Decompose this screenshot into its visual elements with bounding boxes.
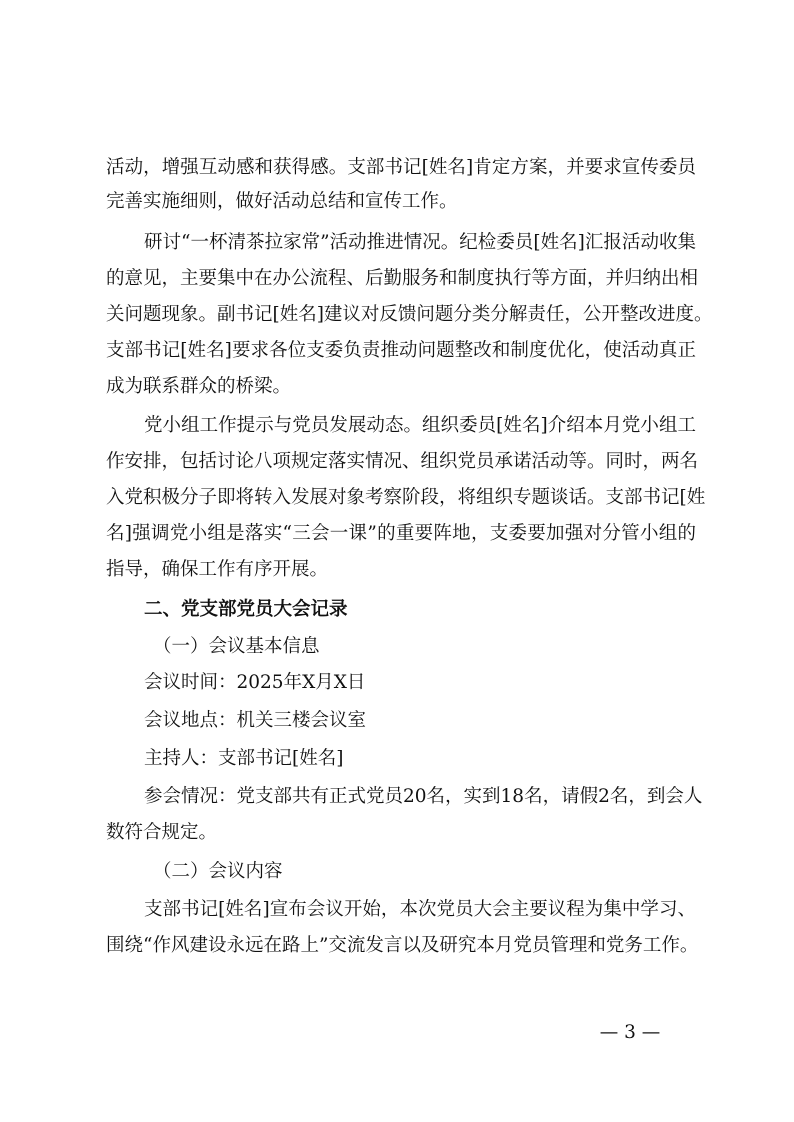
paragraph-line: 围绕“作风建设永远在路上”交流发言以及研究本月党员管理和党务工作。 [106,935,699,956]
paragraph-line: 支部书记[姓名]要求各位支委负责推动问题整改和制度优化，使活动真正 [106,340,696,361]
paragraph-line: 党小组工作提示与党员发展动态。组织委员[姓名]介绍本月党小组工 [144,415,696,436]
meeting-time: 会议时间：2025年X月X日 [144,672,366,693]
paragraph-line: 指导，确保工作有序开展。 [106,559,329,580]
paragraph-line: 的意见，主要集中在办公流程、后勤服务和制度执行等方面，并归纳出相 [106,268,699,289]
section-heading: 二、党支部党员大会记录 [144,599,348,620]
paragraph-line: 作安排，包括讨论八项规定落实情况、组织党员承诺活动等。同时，两名 [106,451,699,472]
meeting-host: 主持人：支部书记[姓名] [144,748,344,769]
meeting-location: 会议地点：机关三楼会议室 [144,710,367,731]
subsection-heading: （二）会议内容 [153,861,283,882]
paragraph-line: 完善实施细则，做好活动总结和宣传工作。 [106,191,458,212]
paragraph-line: 研讨“一杯清茶拉家常”活动推进情况。纪检委员[姓名]汇报活动收集 [144,232,696,253]
paragraph-line: 名]强调党小组是落实“三会一课”的重要阵地，支委要加强对分管小组的 [106,523,696,544]
subsection-heading: （一）会议基本信息 [153,636,320,657]
attendance-line: 数符合规定。 [106,822,218,843]
paragraph-line: 支部书记[姓名]宣布会议开始，本次党员大会主要议程为集中学习、 [144,899,696,920]
paragraph-line: 入党积极分子即将转入发展对象考察阶段，将组织专题谈话。支部书记[姓 [106,487,706,508]
paragraph-line: 关问题现象。副书记[姓名]建议对反馈问题分类分解责任，公开整改进度。 [106,304,713,325]
attendance-line: 参会情况：党支部共有正式党员20名，实到18名，请假2名，到会人 [144,786,703,807]
page-number: — 3 — [599,1022,661,1043]
paragraph-line: 成为联系群众的桥梁。 [106,376,292,397]
paragraph-line: 活动，增强互动感和获得感。支部书记[姓名]肯定方案，并要求宣传委员 [106,157,696,178]
